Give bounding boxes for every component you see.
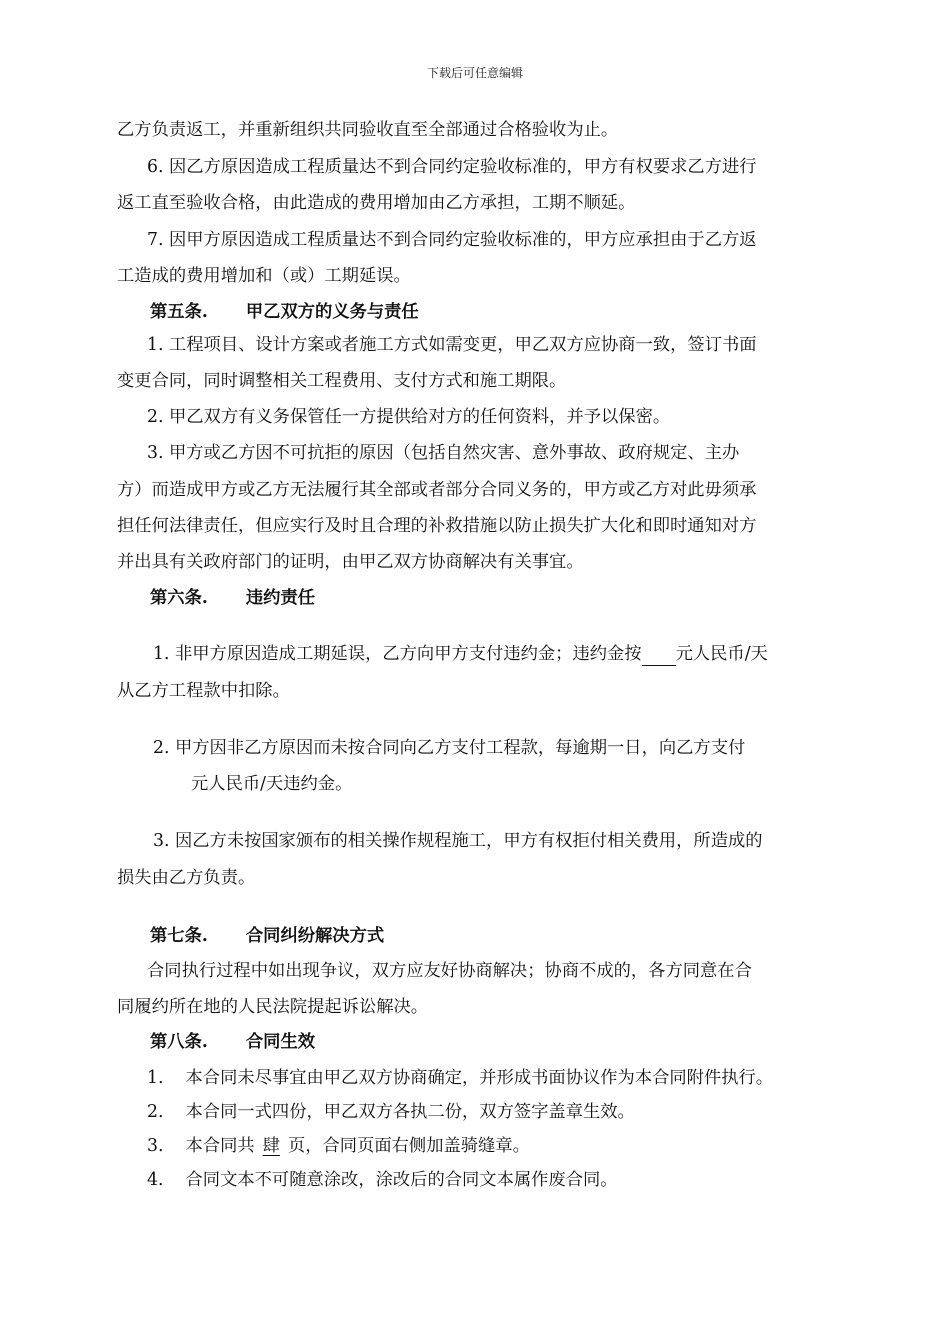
clause-text: 元人民币/天 [675, 644, 768, 664]
paragraph-line: 乙方负责返工，并重新组织共同验收直至全部通过合格验收为止。 [117, 120, 619, 140]
article-number: 第七条. [150, 926, 208, 946]
item-text: 本合同一式四份，甲乙双方各执二份，双方签字盖章生效。 [185, 1102, 635, 1122]
article-title: 合同纠纷解决方式 [245, 926, 385, 946]
clause-5-6-line: 6. 因乙方原因造成工程质量达不到合同约定验收标准的，甲方有权要求乙方进行 [147, 157, 757, 177]
item-text: 合同文本不可随意涂改，涂改后的合同文本属作废合同。 [185, 1170, 618, 1190]
paragraph-line: 返工直至验收合格，由此造成的费用增加由乙方承担，工期不顺延。 [117, 193, 636, 213]
blank-field [642, 645, 676, 666]
clause-5-7-line: 7. 因甲方原因造成工程质量达不到合同约定验收标准的，甲方应承担由于乙方返 [147, 230, 757, 250]
item-text: 本合同共 [185, 1136, 255, 1156]
page-header: 下载后可任意编辑 [426, 66, 523, 80]
article-7-heading [150, 924, 384, 948]
item-number: 3. [147, 1136, 164, 1156]
paragraph-line: 并出具有关政府部门的证明，由甲乙双方协商解决有关事宜。 [117, 552, 584, 572]
paragraph-line: 合同执行过程中如出现争议，双方应友好协商解决；协商不成的，各方同意在合 [147, 961, 752, 981]
page-count-field: 肆 [262, 1136, 280, 1156]
clause-line: 2. 甲方因非乙方原因而未按合同向乙方支付工程款，每逾期一日，向乙方支付 [153, 738, 746, 758]
list-item [147, 1066, 773, 1090]
article-number: 第五条. [150, 302, 208, 322]
article-8-heading [150, 1030, 315, 1054]
item-number: 4. [147, 1170, 164, 1190]
clause-line [153, 642, 768, 666]
item-number: 1. [147, 1068, 164, 1088]
item-text: 页，合同页面右侧加盖骑缝章。 [287, 1136, 530, 1156]
paragraph-line: 变更合同，同时调整相关工程费用、支付方式和施工期限。 [117, 371, 567, 391]
list-item [147, 1134, 530, 1158]
clause-line: 1. 工程项目、设计方案或者施工方式如需变更，甲乙双方应协商一致，签订书面 [147, 335, 757, 355]
clause-line: 3. 因乙方未按国家颁布的相关操作规程施工，甲方有权拒付相关费用，所造成的 [153, 831, 763, 851]
paragraph-line: 同履约所在地的人民法院提起诉讼解决。 [117, 997, 429, 1017]
paragraph-line: 方）而造成甲方或乙方无法履行其全部或者部分合同义务的，甲方或乙方对此毋须承 [117, 480, 757, 500]
article-number: 第六条. [150, 588, 208, 608]
article-title: 合同生效 [245, 1032, 316, 1052]
article-number: 第八条. [150, 1032, 208, 1052]
article-title: 违约责任 [245, 588, 316, 608]
paragraph-line: 损失由乙方负责。 [117, 868, 256, 888]
clause-line: 3. 甲方或乙方因不可抗拒的原因（包括自然灾害、意外事故、政府规定、主办 [147, 443, 740, 463]
paragraph-line: 元人民币/天违约金。 [191, 774, 353, 794]
item-text: 本合同未尽事宜由甲乙双方协商确定，并形成书面协议作为本合同附件执行。 [185, 1068, 774, 1088]
article-title: 甲乙双方的义务与责任 [245, 302, 419, 322]
article-5-heading [150, 300, 419, 324]
paragraph-line: 从乙方工程款中扣除。 [117, 681, 290, 701]
paragraph-line: 工造成的费用增加和（或）工期延误。 [117, 266, 411, 286]
clause-text: 1. 非甲方原因造成工期延误，乙方向甲方支付违约金；违约金按 [153, 644, 642, 664]
clause-line: 2. 甲乙双方有义务保管任一方提供给对方的任何资料，并予以保密。 [147, 407, 671, 427]
item-number: 2. [147, 1102, 164, 1122]
list-item [147, 1100, 635, 1124]
article-6-heading [150, 586, 315, 610]
paragraph-line: 担任何法律责任，但应实行及时且合理的补救措施以防止损失扩大化和即时通知对方 [117, 516, 757, 536]
list-item [147, 1168, 618, 1192]
